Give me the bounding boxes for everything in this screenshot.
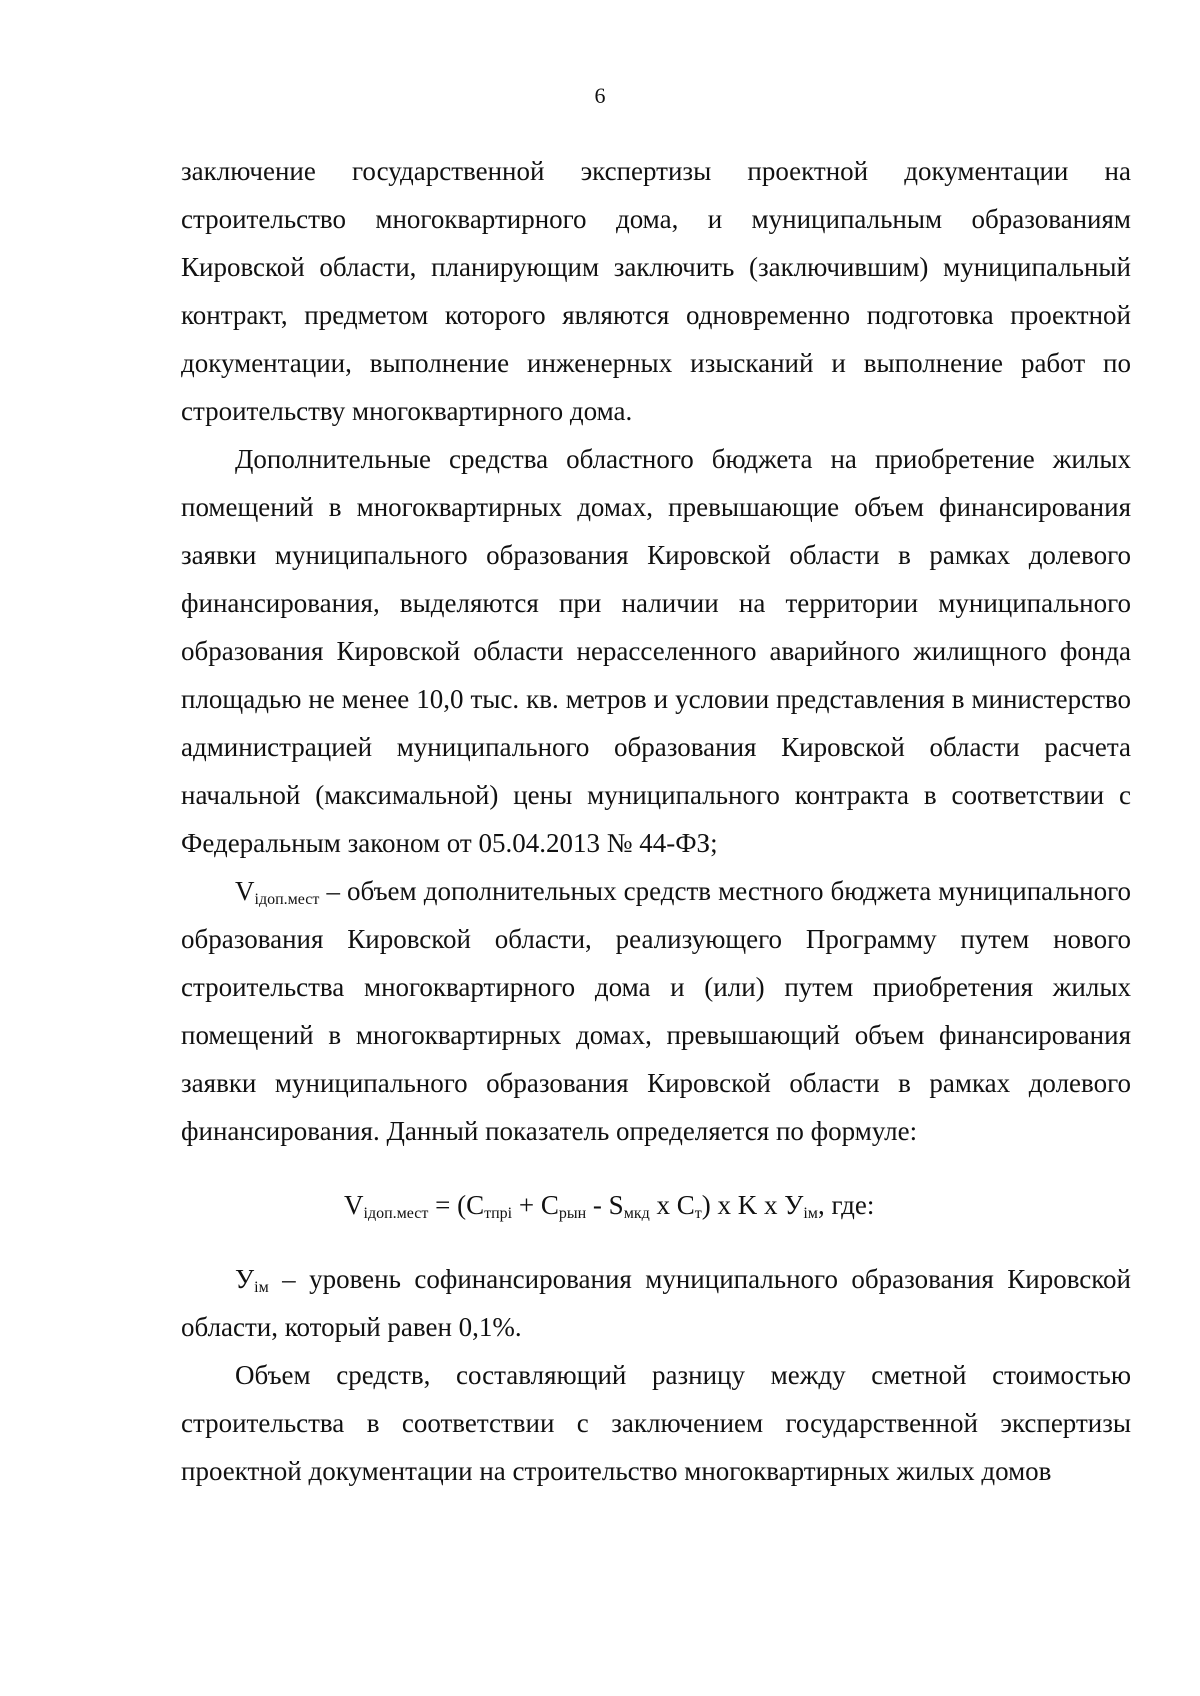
paragraph-local-budget-definition [181,867,1131,1155]
variable-subscript: iм [254,1279,269,1296]
paragraph-volume-of-funds: Объем средств, составляющий разницу между сметной стоимостью строительства в соответствии с заключением государственной экспертизы проектной документации на строительство многоквартирных жилых домов [181,1360,1131,1486]
variable-subscript: iдоп.мест [254,891,320,908]
paragraph-continuation: заключение государственной экспертизы проектной документации на строительство многоквартирного дома, и муниципальным образованиям Кировской области, планирующим заключить (заключившим) муниципальный контракт, предметом которого являются одновременно подготовка проектной документации, выполнение инженерных изысканий и выполнение работ по строительству многоквартирного дома. [181,156,1131,426]
paragraph-additional-funds: Дополнительные средства областного бюджета на приобретение жилых помещений в многоквартирных домах, превышающие объем финансирования заявки муниципального образования Кировской области в рамках долевого финансирования, выделяются при наличии на территории муниципального образования Кировской области нерасселенного аварийного жилищного фонда площадью не менее 10,0 тыс. кв. метров и условии представления в министерство администрацией муниципального образования Кировской области расчета начальной (максимальной) цены муниципального контракта в соответствии с Федеральным законом от 05.04.2013 № 44-ФЗ; [181,444,1131,858]
document-body [181,147,1131,1495]
definition-text: – уровень софинансирования муниципального образования Кировской области, который равен 0,1%. [181,1264,1131,1342]
formula: $V_{iдоп.мест} = (C_{тпрi} + C_{рын} - S_{мкд}$ x $C_т$) x K x $У_{iм}$, где: [344,1190,875,1222]
paragraph-cofinancing-level [181,1255,1131,1351]
variable-symbol: У [235,1264,255,1294]
page-number: 6 [594,83,606,108]
definition-text: – объем дополнительных средств местного бюджета муниципального образования Кировской области, реализующего Программу путем нового строительства многоквартирного дома и (или) путем приобретения жилых помещений в многоквартирных домах, превышающий объем финансирования заявки муниципального образования Кировской области в рамках долевого финансирования. Данный показатель определяется по формуле: [181,876,1131,1146]
variable-symbol: V [235,876,255,906]
